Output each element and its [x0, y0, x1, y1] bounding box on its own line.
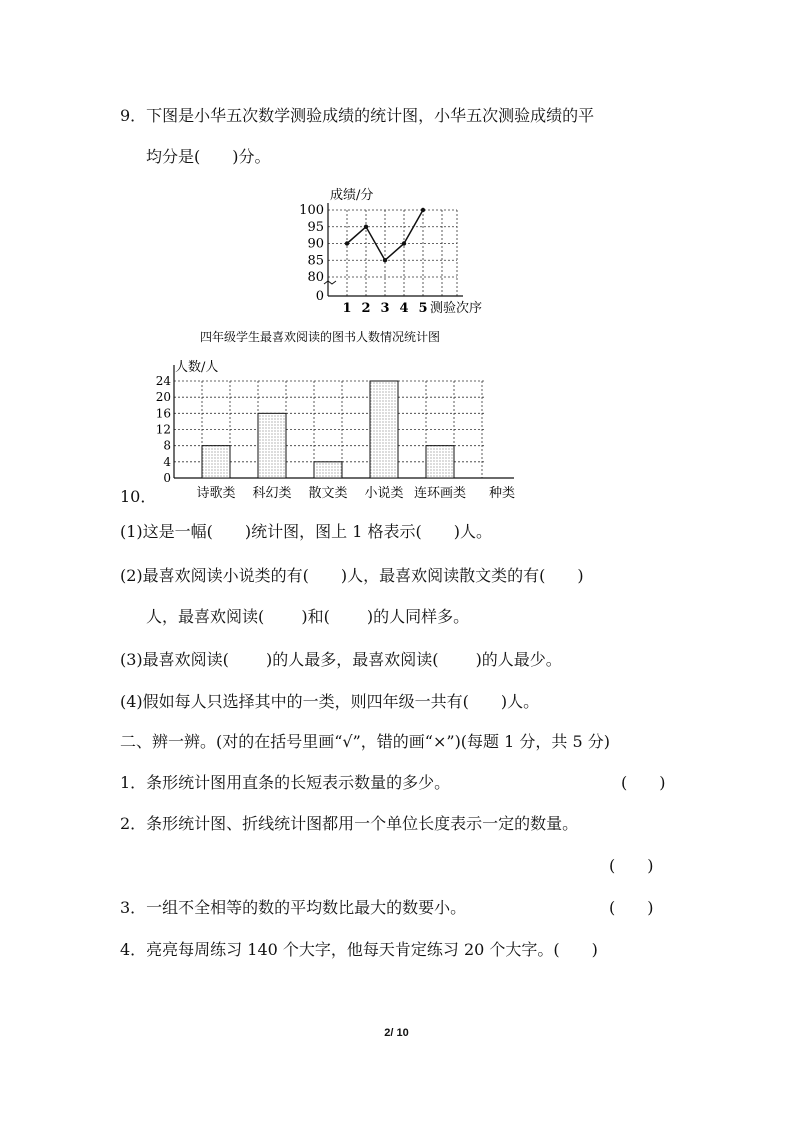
judge-item-4: 4．亮亮每周练习 140 个大字，他每天肯定练习 20 个大字。( ) — [120, 940, 598, 959]
section2-heading: 二、辨一辨。(对的在括号里画“√”，错的画“×”)(每题 1 分，共 5 分) — [120, 732, 610, 751]
bar-chart-x-tick: 连环画类 — [413, 486, 467, 501]
bar-chart-x-tick: 小说类 — [364, 486, 404, 501]
bar-chart-bar — [258, 413, 286, 478]
line-chart-point — [383, 258, 387, 262]
line-chart-y-tick: 80 — [307, 270, 324, 285]
bar-chart-title: 四年级学生最喜欢阅读的图书人数情况统计图 — [200, 330, 441, 344]
line-chart-ylabel: 成绩/分 — [330, 188, 374, 203]
page-number: 2/ 10 — [384, 1027, 409, 1039]
bar-chart-y-tick: 0 — [163, 471, 171, 485]
line-chart-x-tick: 5 — [418, 301, 428, 316]
bar-chart-y-tick: 20 — [155, 390, 171, 405]
bar-chart-y-tick: 8 — [163, 438, 171, 453]
judge-item-2: 2．条形统计图、折线统计图都用一个单位长度表示一定的数量。 — [120, 814, 579, 833]
judge-item-1: 1．条形统计图用直条的长短表示数量的多少。 — [120, 773, 451, 792]
bar-chart-x-tick: 诗歌类 — [196, 486, 236, 501]
q10-sub4: (4)假如每人只选择其中的一类，则四年级一共有( )人。 — [120, 692, 540, 711]
bar-chart-xlabel: 种类 — [489, 486, 516, 501]
line-chart-xlabel: 测验次序 — [430, 301, 483, 316]
q9-text-line2: 均分是( )分。 — [146, 147, 271, 166]
judge-item-1-answer: ( ) — [621, 773, 666, 792]
judge-item-3: 3．一组不全相等的数的平均数比最大的数要小。 — [120, 898, 467, 917]
bar-chart-y-tick: 12 — [155, 422, 171, 437]
line-chart-x-tick: 1 — [342, 301, 352, 316]
judge-item-3-answer: ( ) — [609, 898, 654, 917]
line-chart-y-tick: 100 — [299, 203, 324, 218]
judge-item-2-answer: ( ) — [609, 856, 654, 875]
line-chart-axis-break — [324, 281, 336, 284]
line-chart-y-tick: 85 — [307, 253, 324, 269]
bar-chart-bar — [314, 462, 342, 478]
q10-label: 10． — [120, 487, 157, 506]
line-chart-x-tick: 4 — [399, 301, 409, 316]
bar-chart-y-tick: 4 — [163, 454, 171, 469]
line-chart-y-tick: 0 — [315, 289, 324, 304]
bar-chart — [145, 325, 525, 505]
q10-sub3: (3)最喜欢阅读( )的人最多，最喜欢阅读( )的人最少。 — [120, 650, 562, 669]
bar-chart-bar — [426, 446, 454, 478]
bar-chart-x-tick: 科幻类 — [252, 486, 292, 501]
bar-chart-y-tick: 16 — [155, 406, 171, 421]
bar-chart-y-tick: 24 — [155, 374, 171, 388]
bar-chart-bar — [202, 446, 230, 478]
line-chart-point — [345, 241, 349, 245]
q9-text-line1: 9．下图是小华五次数学测验成绩的统计图，小华五次测验成绩的平 — [120, 106, 595, 125]
q10-sub1: (1)这是一幅( )统计图，图上 1 格表示( )人。 — [120, 522, 492, 541]
line-chart-point — [402, 241, 406, 245]
bar-chart-ylabel: 人数/人 — [175, 360, 219, 375]
line-chart-y-tick: 90 — [307, 236, 324, 252]
line-chart-x-tick: 3 — [380, 301, 390, 316]
line-chart-x-tick: 2 — [361, 301, 371, 316]
bar-chart-x-tick: 散文类 — [308, 486, 348, 501]
q10-sub2-line1: (2)最喜欢阅读小说类的有( )人，最喜欢阅读散文类的有( ) — [120, 566, 584, 585]
line-chart-y-tick: 95 — [307, 219, 324, 235]
line-chart-point — [421, 208, 425, 212]
bar-chart-bar — [370, 381, 398, 478]
line-chart-point — [364, 225, 368, 229]
q10-sub2-line2: 人，最喜欢阅读( )和( )的人同样多。 — [146, 607, 470, 626]
line-chart — [290, 185, 505, 320]
